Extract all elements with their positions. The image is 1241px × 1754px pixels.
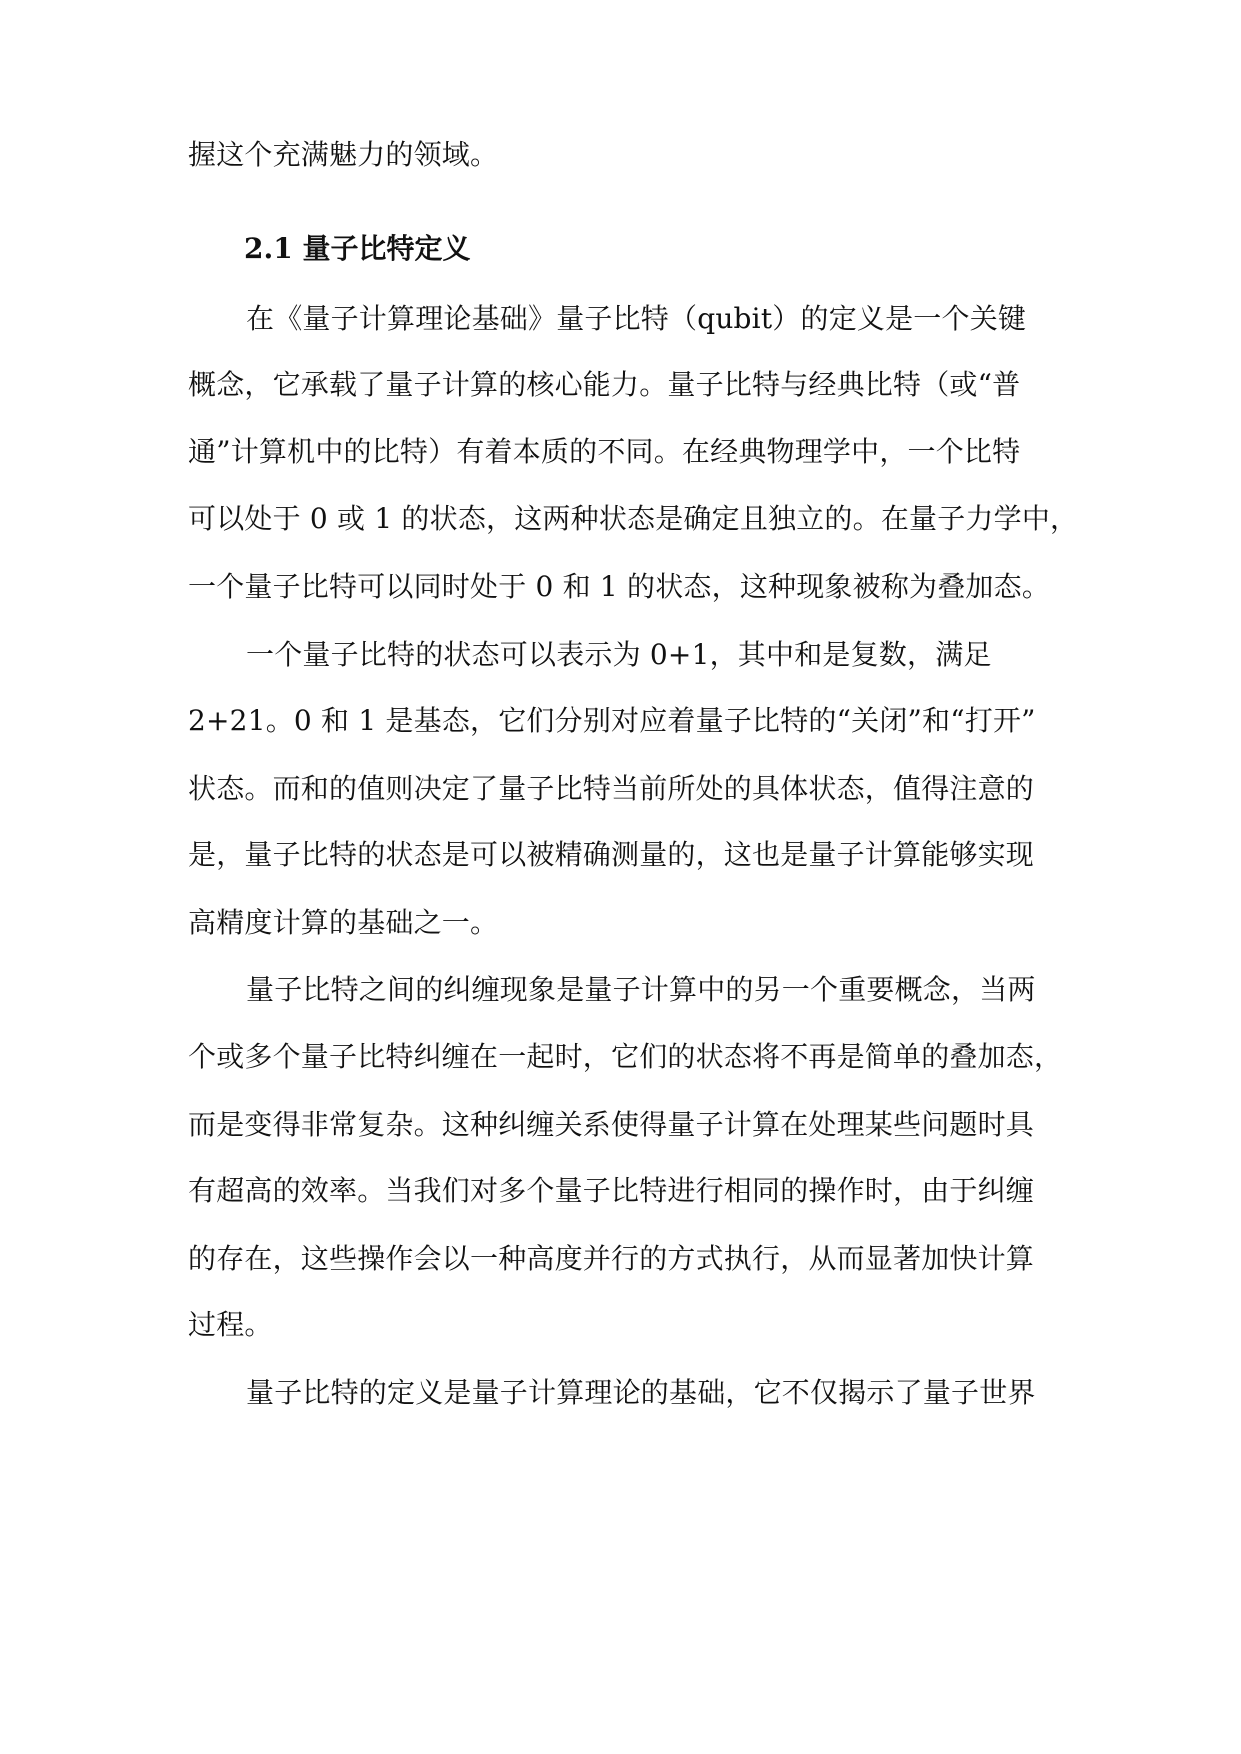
text-line: 而是变得非常复杂。这种纠缠关系使得量子计算在处理某些问题时具: [188, 1108, 1035, 1141]
text-line: 量子比特的定义是量子计算理论的基础，它不仅揭示了量子世界: [246, 1376, 1036, 1409]
text-line: 状态。而和的值则决定了量子比特当前所处的具体状态，值得注意的: [188, 772, 1035, 805]
text-line: 一个量子比特的状态可以表示为 0+1，其中和是复数，满足: [246, 638, 992, 671]
text-line: 个或多个量子比特纠缠在一起时，它们的状态将不再是简单的叠加态，: [188, 1040, 1063, 1073]
text-line: 握这个充满魅力的领域。: [188, 138, 499, 171]
text-line: 有超高的效率。当我们对多个量子比特进行相同的操作时，由于纠缠: [188, 1174, 1035, 1207]
text-line: 的存在，这些操作会以一种高度并行的方式执行，从而显著加快计算: [188, 1242, 1035, 1275]
text-line: 是，量子比特的状态是可以被精确测量的，这也是量子计算能够实现: [188, 838, 1035, 871]
text-line: 2+21。0 和 1 是基态，它们分别对应着量子比特的“关闭”和“打开”: [188, 704, 1036, 737]
text-line: 高精度计算的基础之一。: [188, 906, 499, 939]
text-line: 在《量子计算理论基础》量子比特（qubit）的定义是一个关键: [246, 302, 1027, 335]
text-line: 通”计算机中的比特）有着本质的不同。在经典物理学中，一个比特: [188, 435, 1021, 468]
text-line: 量子比特之间的纠缠现象是量子计算中的另一个重要概念，当两: [246, 973, 1036, 1006]
text-line: 一个量子比特可以同时处于 0 和 1 的状态，这种现象被称为叠加态。: [188, 570, 1051, 603]
text-line: 概念，它承载了量子计算的核心能力。量子比特与经典比特（或“普: [188, 368, 1021, 401]
text-line: 过程。: [188, 1308, 273, 1341]
section-heading: 2.1 量子比特定义: [244, 232, 471, 265]
text-line: 可以处于 0 或 1 的状态，这两种状态是确定且独立的。在量子力学中，: [188, 502, 1079, 535]
